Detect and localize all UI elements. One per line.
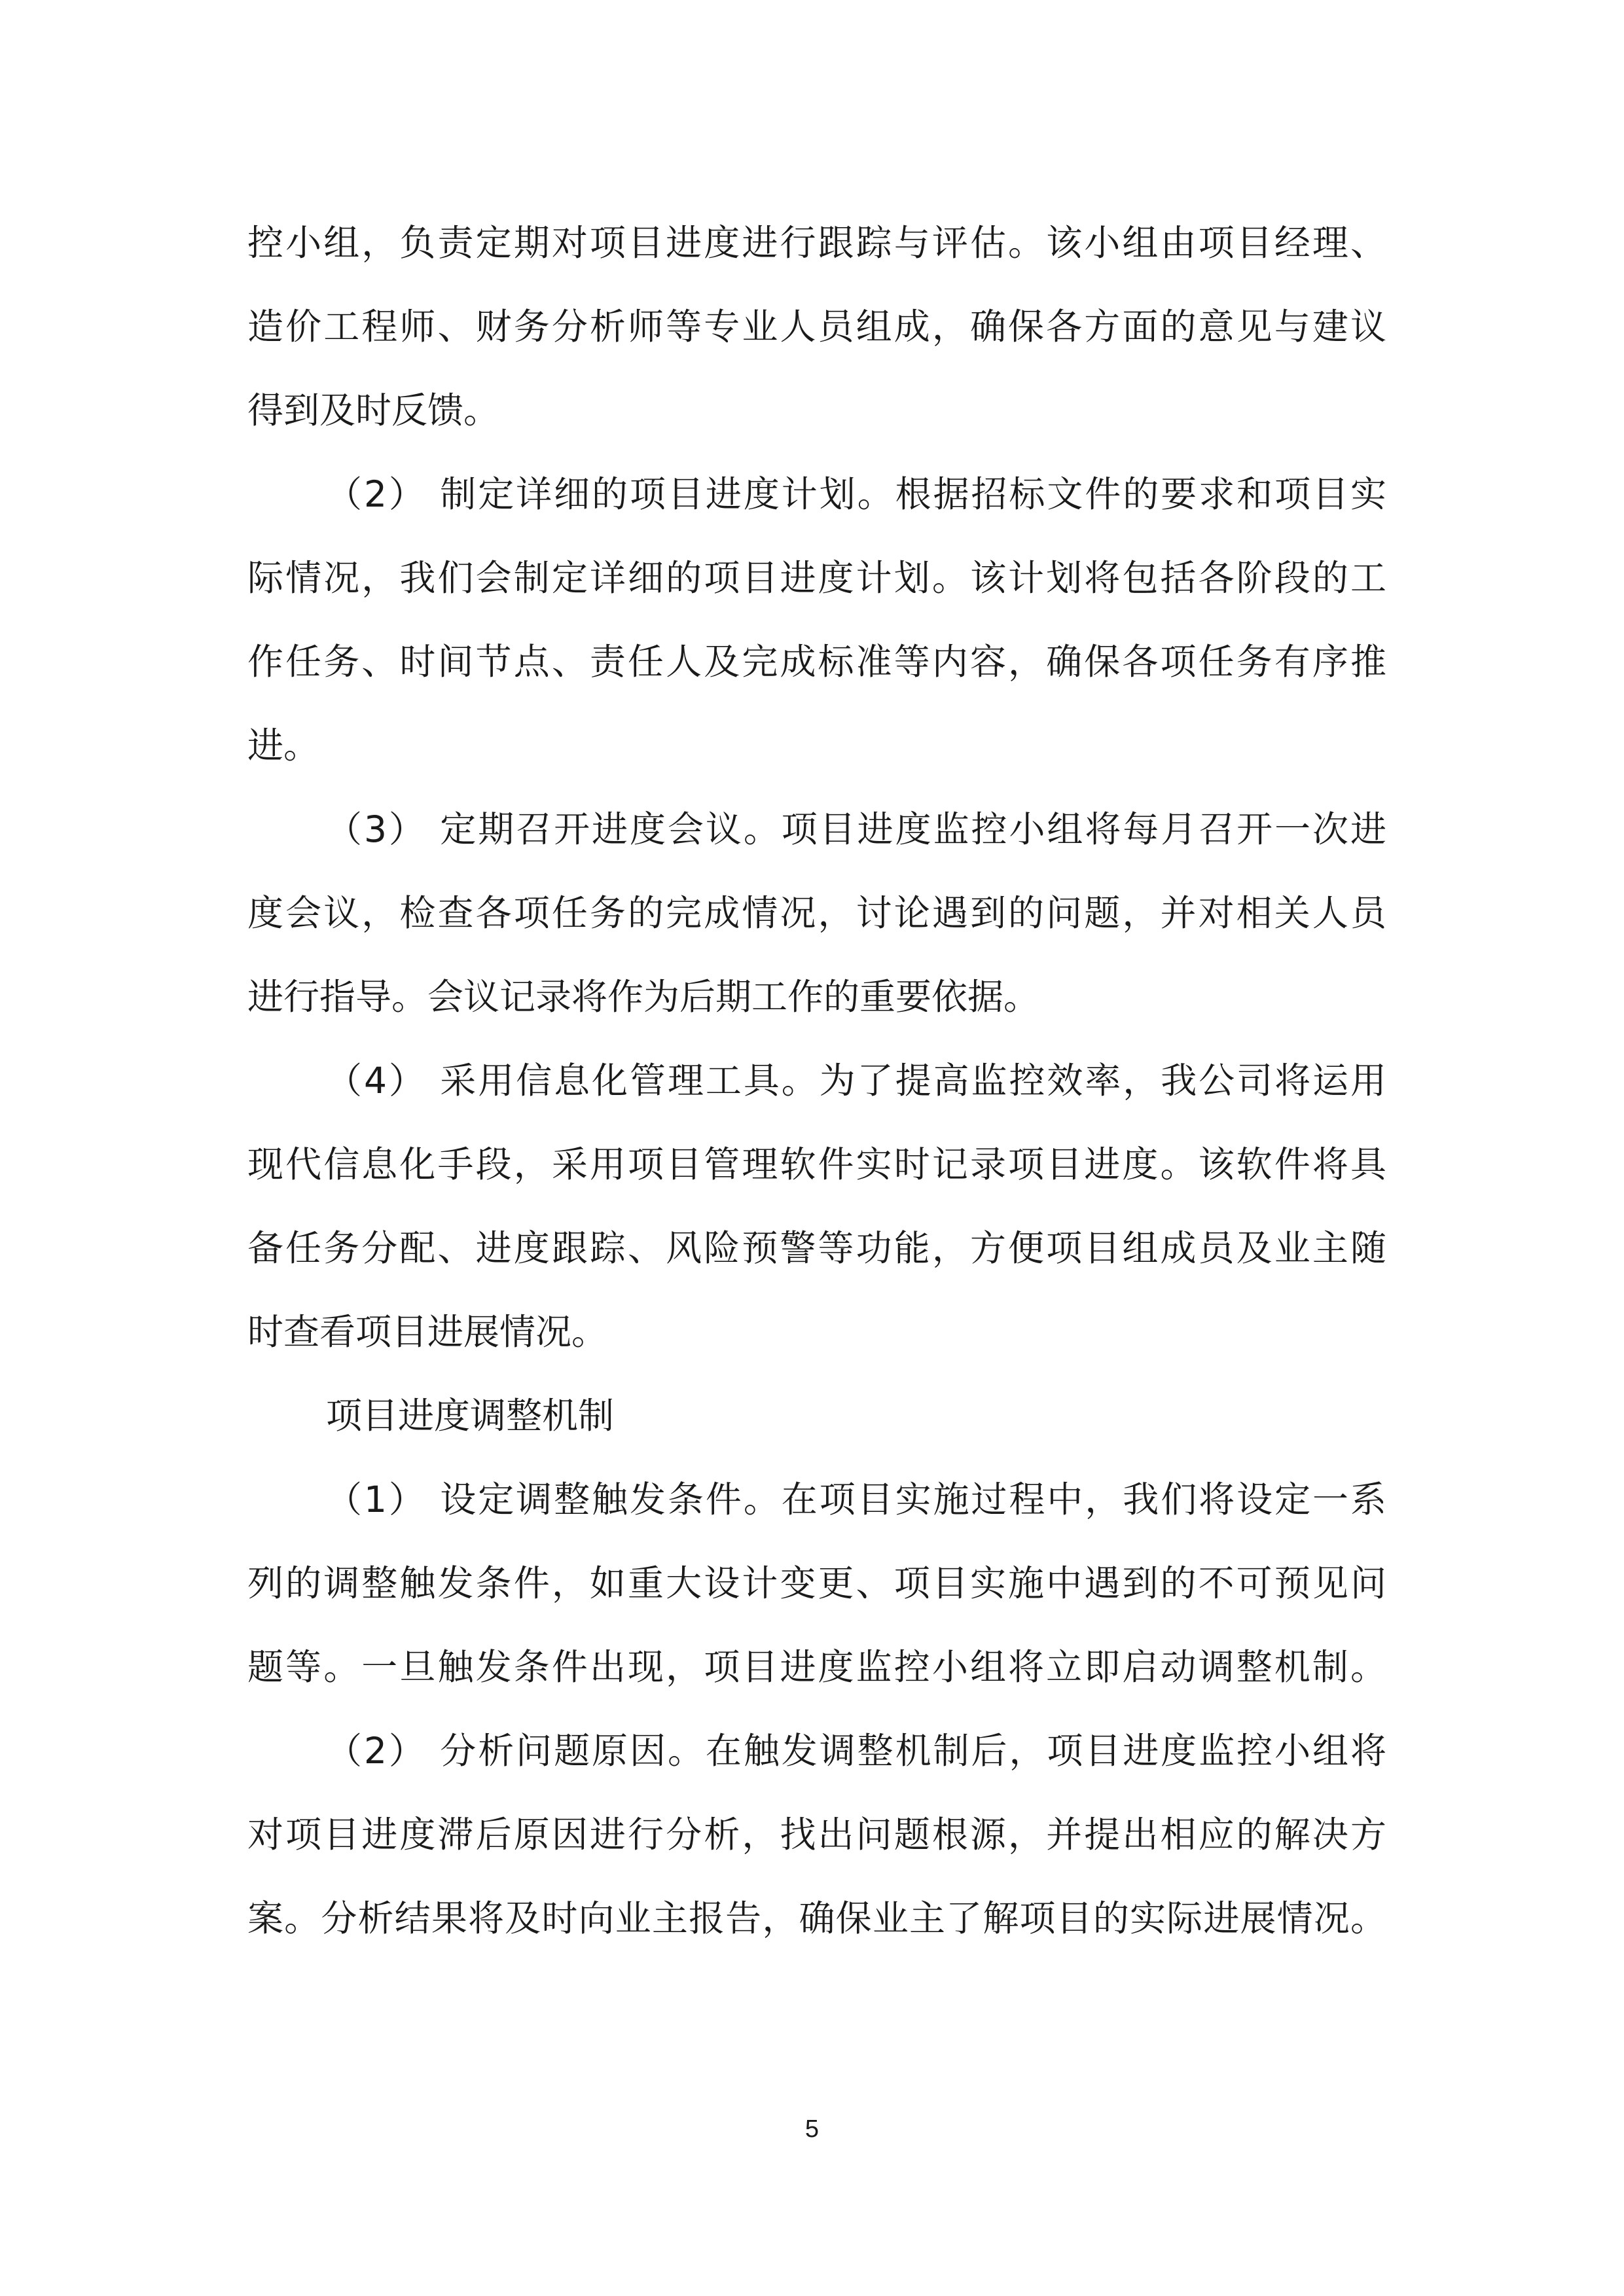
paragraph-line: 得到及时反馈。: [247, 389, 500, 431]
paragraph-line: 时查看项目进展情况。: [247, 1311, 608, 1353]
paragraph-line: 度会议，检查各项任务的完成情况，讨论遇到的问题，并对相关人员: [247, 892, 1386, 934]
section-heading: 项目进度调整机制: [326, 1395, 615, 1437]
paragraph-line: 列的调整触发条件，如重大设计变更、项目实施中遇到的不可预见问: [247, 1562, 1386, 1604]
paragraph-line: 际情况，我们会制定详细的项目进度计划。该计划将包括各阶段的工: [247, 557, 1386, 599]
paragraph-line: 案。分析结果将及时向业主报告，确保业主了解项目的实际进展情况。: [247, 1897, 1386, 1939]
paragraph-line: （2） 制定详细的项目进度计划。根据招标文件的要求和项目实: [326, 473, 1386, 515]
paragraph-line: 造价工程师、财务分析师等专业人员组成，确保各方面的意见与建议: [247, 306, 1386, 348]
paragraph-line: 控小组，负责定期对项目进度进行跟踪与评估。该小组由项目经理、: [247, 222, 1386, 264]
paragraph-line: 进。: [247, 725, 320, 766]
page-number: 5: [804, 2115, 820, 2143]
paragraph-line: （4） 采用信息化管理工具。为了提高监控效率，我公司将运用: [326, 1060, 1386, 1102]
paragraph-line: 作任务、时间节点、责任人及完成标准等内容，确保各项任务有序推: [247, 641, 1386, 683]
paragraph-line: 题等。一旦触发条件出现，项目进度监控小组将立即启动调整机制。: [247, 1646, 1386, 1688]
paragraph-line: 现代信息化手段，采用项目管理软件实时记录项目进度。该软件将具: [247, 1143, 1386, 1185]
paragraph-line: （2） 分析问题原因。在触发调整机制后，项目进度监控小组将: [326, 1730, 1386, 1772]
paragraph-line: （1） 设定调整触发条件。在项目实施过程中，我们将设定一系: [326, 1479, 1386, 1520]
paragraph-line: （3） 定期召开进度会议。项目进度监控小组将每月召开一次进: [326, 808, 1386, 850]
paragraph-line: 备任务分配、进度跟踪、风险预警等功能，方便项目组成员及业主随: [247, 1227, 1386, 1269]
paragraph-line: 进行指导。会议记录将作为后期工作的重要依据。: [247, 976, 1040, 1018]
paragraph-line: 对项目进度滞后原因进行分析，找出问题根源，并提出相应的解决方: [247, 1814, 1386, 1856]
